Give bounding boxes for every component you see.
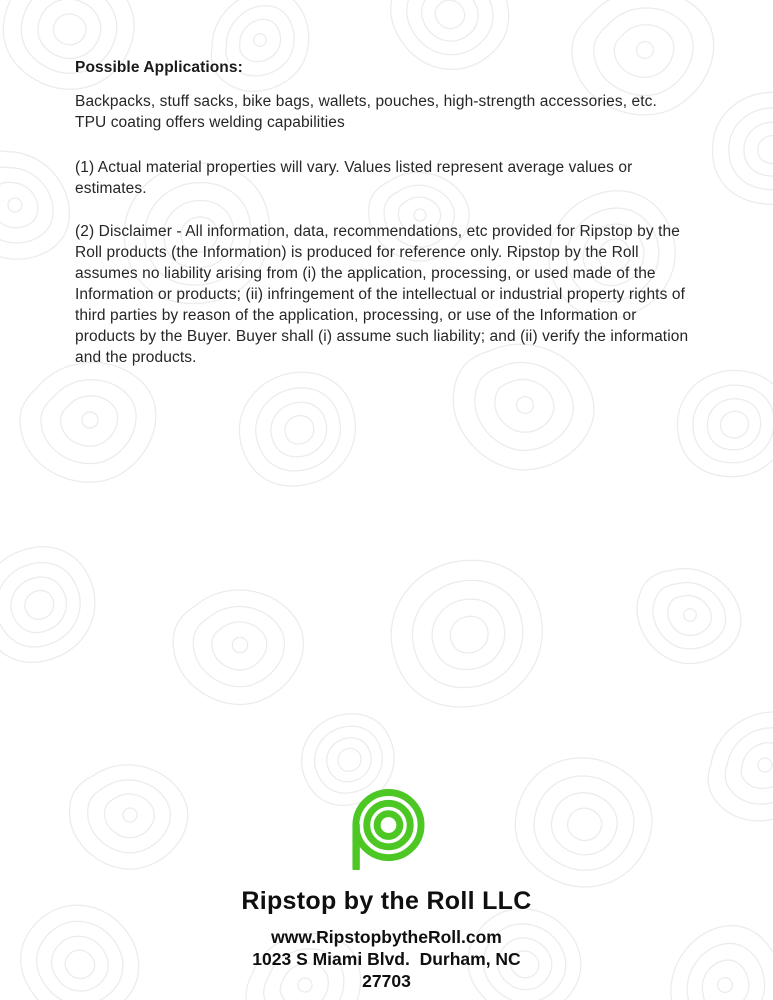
applications-list-text: Backpacks, stuff sacks, bike bags, wallets, pouches, high-strength accessories, etc.	[75, 93, 657, 110]
note-1-text: (1) Actual material properties will vary. Values listed represent average values or estimates.	[75, 159, 633, 197]
footer	[0, 789, 773, 991]
address-line-1: 1023 S Miami Blvd. Durham, NC	[252, 949, 521, 969]
ripstop-roll-logo-icon	[0, 789, 773, 872]
address-line-2: 27703	[362, 970, 411, 991]
company-name: Ripstop by the Roll LLC	[241, 887, 532, 915]
website-link[interactable]: www.RipstopbytheRoll.com	[271, 927, 502, 947]
tpu-welding-note-text: TPU coating offers welding capabilities	[75, 114, 345, 131]
document-body	[75, 57, 699, 368]
disclaimer-text: (2) Disclaimer - All information, data, recommendations, etc provided for Ripstop by the Roll products (the Information) is produced for reference only. Ripstop by the Roll assumes no liability arising from (i) the application, processing, or used made of the Information or products; (ii) infringement of the intellectual or industrial property rights of third parties by reason of the application, processing, or use of the Information or products by the Buyer. Buyer shall (i) assume such liability; and (ii) verify the information and the products.	[75, 223, 689, 366]
possible-applications-heading: Possible Applications:	[75, 59, 243, 76]
